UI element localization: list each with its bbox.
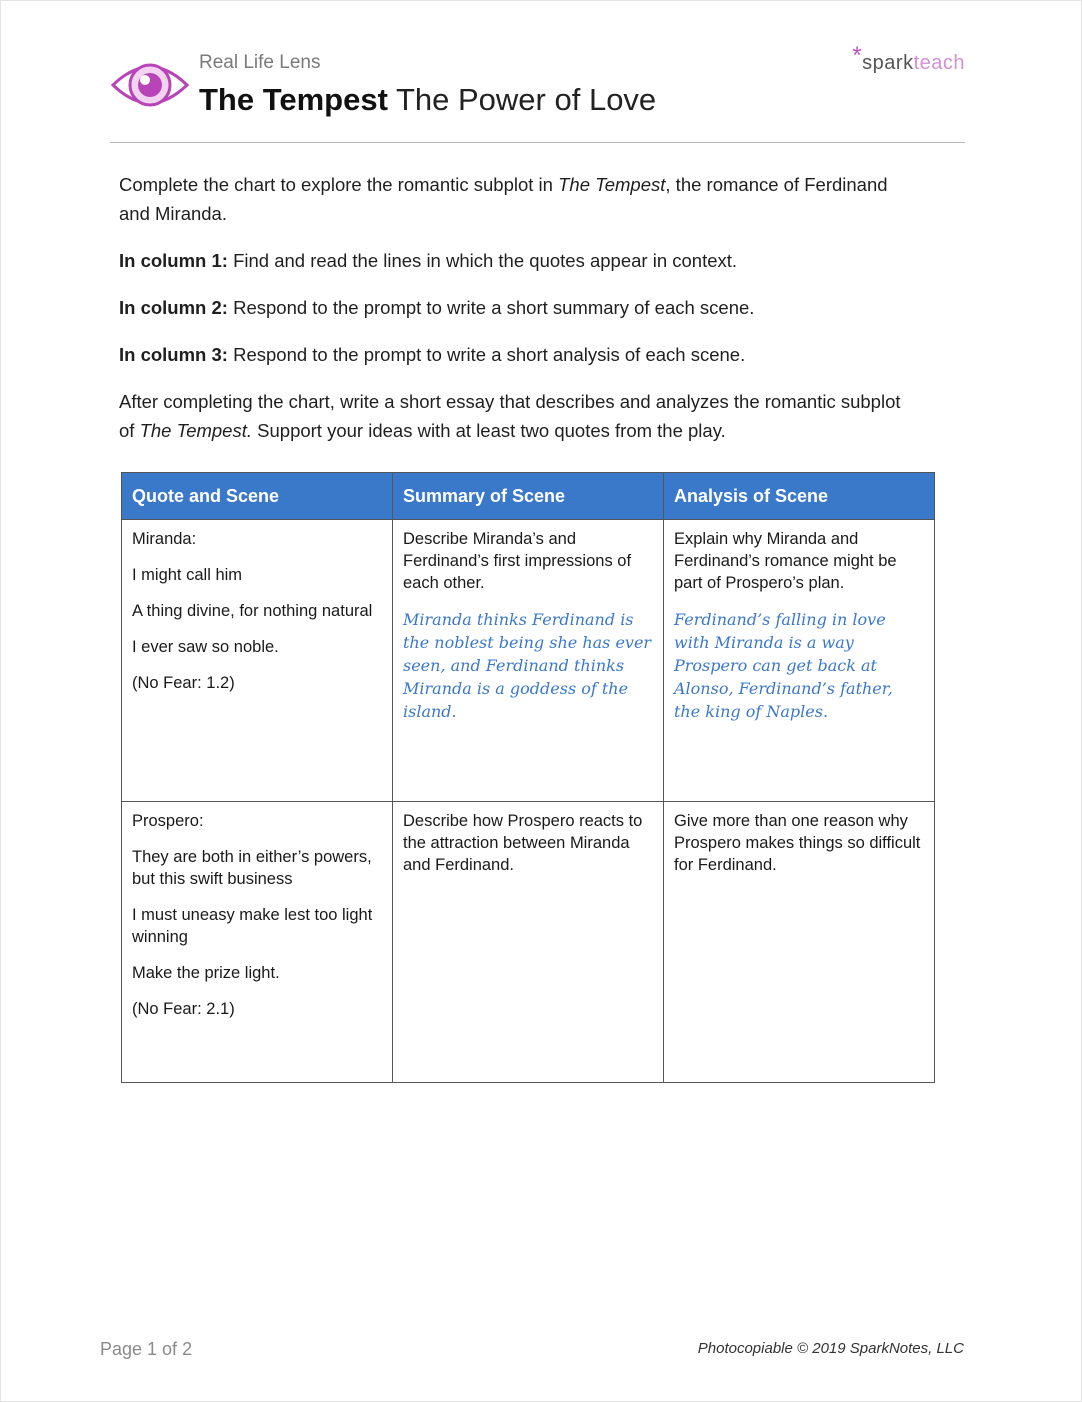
summary-prompt: Describe how Prospero reacts to the attraction between Miranda and Ferdinand.	[403, 812, 643, 874]
quote-cell	[122, 802, 393, 1083]
quote-line: Make the prize light.	[132, 964, 280, 982]
header-summary: Summary of Scene	[393, 473, 664, 520]
instructions	[119, 170, 919, 463]
logo-spark: spark	[862, 52, 914, 74]
quote-cell	[122, 520, 393, 802]
column-2-instruction: In column 2: Respond to the prompt to write a short summary of each scene.	[119, 297, 755, 318]
analysis-cell[interactable]	[664, 520, 935, 802]
kicker: Real Life Lens	[199, 52, 321, 73]
quote-line: I ever saw so noble.	[132, 638, 279, 656]
table-header-row	[122, 473, 935, 520]
quote-line: I might call him	[132, 566, 243, 584]
scene-reference: (No Fear: 2.1)	[132, 1000, 235, 1018]
intro-paragraph: Complete the chart to explore the romantic subplot in The Tempest, the romance of Ferdinand and Miranda.	[119, 174, 888, 224]
summary-cell[interactable]	[393, 520, 664, 802]
analysis-prompt: Give more than one reason why Prospero makes things so difficult for Ferdinand.	[674, 812, 921, 874]
analysis-prompt: Explain why Miranda and Ferdinand’s romance might be part of Prospero’s plan.	[674, 530, 897, 592]
eye-icon	[110, 55, 190, 115]
page-title	[199, 82, 656, 118]
header-quote-scene: Quote and Scene	[122, 473, 393, 520]
summary-cell[interactable]	[393, 802, 664, 1083]
quote-line: I must uneasy make lest too light winning	[132, 906, 373, 946]
page-number: Page 1 of 2	[100, 1339, 193, 1359]
title-work: The Tempest	[199, 82, 388, 117]
header-analysis: Analysis of Scene	[664, 473, 935, 520]
quote-line: A thing divine, for nothing natural	[132, 602, 373, 620]
table-row	[122, 520, 935, 802]
summary-answer[interactable]: Miranda thinks Ferdinand is the noblest being she has ever seen, and Ferdinand thinks Miranda is a goddess of the island.	[403, 610, 652, 721]
header-divider	[110, 142, 965, 143]
quote-line: They are both in either’s powers, but this swift business	[132, 848, 372, 888]
asterisk-icon: *	[852, 42, 863, 69]
speaker: Miranda:	[132, 530, 197, 548]
speaker: Prospero:	[132, 812, 204, 830]
romance-chart	[121, 472, 935, 1083]
essay-instruction: After completing the chart, write a short essay that describes and analyzes the romantic subplot of The Tempest. Support your ideas with at least two quotes from the play.	[119, 391, 901, 441]
column-3-instruction: In column 3: Respond to the prompt to write a short analysis of each scene.	[119, 344, 746, 365]
analysis-cell[interactable]	[664, 802, 935, 1083]
analysis-answer[interactable]: Ferdinand’s falling in love with Miranda is a way Prospero can get back at Alonso, Ferdinand’s father, the king of Naples.	[674, 610, 893, 721]
copyright: Photocopiable © 2019 SparkNotes, LLC	[697, 1340, 964, 1357]
table-row	[122, 802, 935, 1083]
title-topic: The Power of Love	[395, 82, 657, 117]
column-1-instruction: In column 1: Find and read the lines in which the quotes appear in context.	[119, 250, 738, 271]
summary-prompt: Describe Miranda’s and Ferdinand’s first impressions of each other.	[403, 530, 632, 592]
logo-teach: teach	[913, 52, 965, 74]
header	[110, 42, 965, 128]
scene-reference: (No Fear: 1.2)	[132, 674, 235, 692]
sparkteach-logo	[852, 42, 965, 76]
